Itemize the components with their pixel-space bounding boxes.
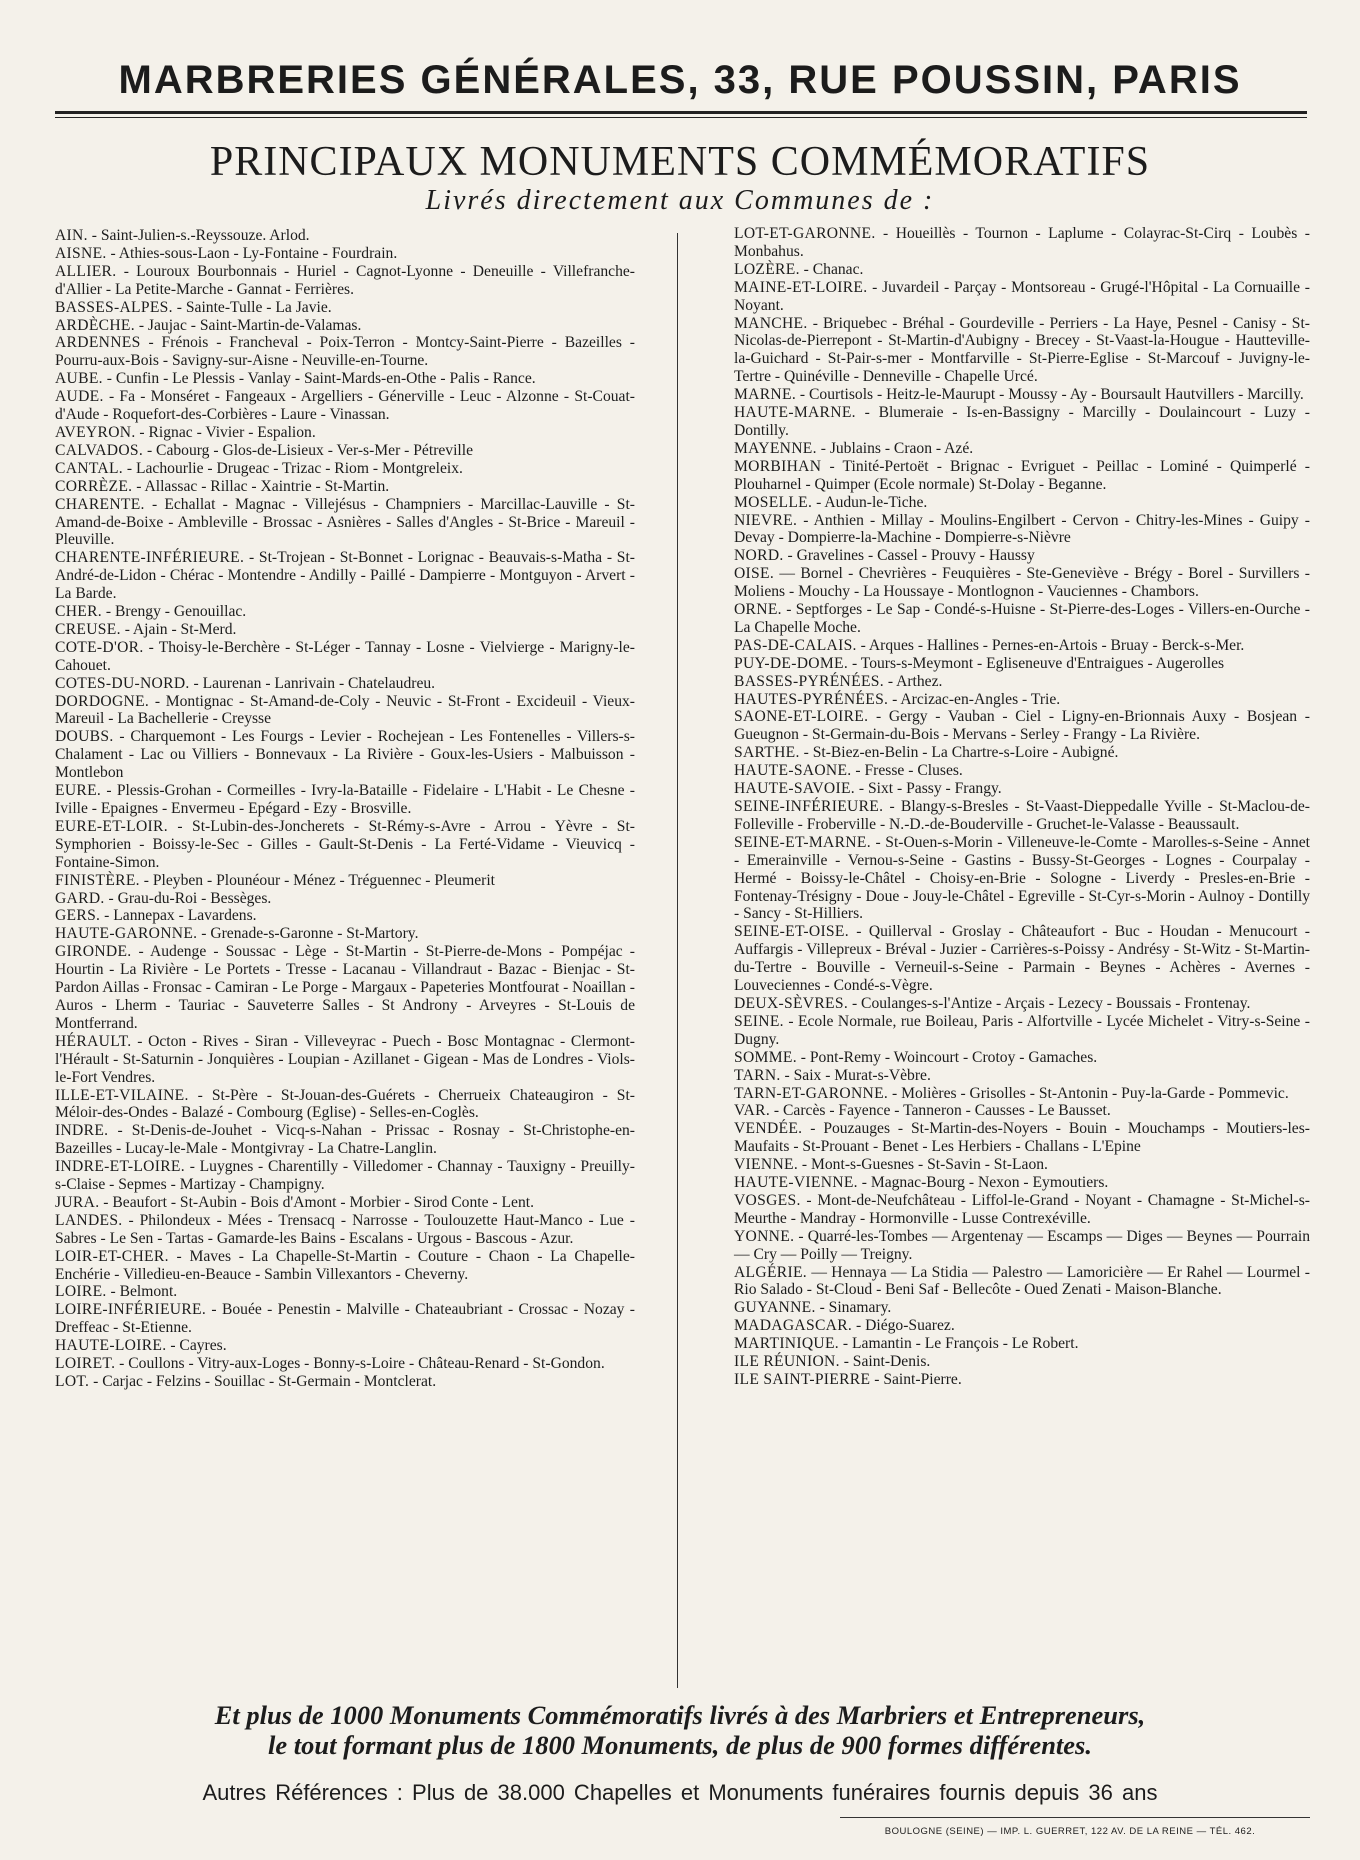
department-name: LOIR-ET-CHER. <box>55 1247 169 1265</box>
closing-line-1: Et plus de 1000 Monuments Commémoratifs livrés à des Marbriers et Entrepreneurs, <box>214 1700 1146 1730</box>
commune-entry <box>55 370 635 388</box>
commune-entry <box>734 386 1310 404</box>
commune-names: - Philondeux - Mées - Trensacq - Narrosse - Toulouzette Haut-Manco - Lue - Sabres - Le Sen - Tartas - Gamarde-les Bains - Escalans - Urgous - Bascous - Azur. <box>55 1211 635 1247</box>
commune-names: - Pouzauges - St-Martin-des-Noyers - Bouin - Mouchamps - Moutiers-les-Maufaits - St-Prouant - Benet - Les Herbiers - Challans - L'Epine <box>734 1120 1310 1156</box>
commune-names: - Septforges - Le Sap - Condé-s-Huisne - St-Pierre-des-Loges - Villers-en-Ourche - La Chapelle Moche. <box>734 601 1310 636</box>
commune-entry <box>734 494 1310 512</box>
department-name: COTES-DU-NORD. <box>55 674 190 692</box>
department-name: JURA. <box>55 1193 100 1211</box>
page-title: PRINCIPAUX MONUMENTS COMMÉMORATIFS <box>209 139 1151 185</box>
department-name: ILLE-ET-VILAINE. <box>55 1086 189 1104</box>
masthead-rule-thick <box>55 111 1307 114</box>
commune-entry <box>55 1212 635 1248</box>
commune-entry <box>734 1174 1310 1192</box>
department-name: INDRE. <box>55 1122 109 1140</box>
commune-entry <box>734 798 1310 834</box>
commune-entry <box>55 782 635 818</box>
commune-entry <box>55 496 635 550</box>
commune-entry <box>734 1067 1310 1085</box>
printer-rule <box>840 1817 1310 1818</box>
commune-names: - Carjac - Felzins - Souillac - St-Germain - Montclerat. <box>89 1373 437 1390</box>
commune-entry <box>734 995 1310 1013</box>
commune-names: - Maves - La Chapelle-St-Martin - Couture - Chaon - La Chapelle-Enchérie - Villedieu-en-Beauce - Sambin Villexantors - Cheverny. <box>55 1247 635 1283</box>
commune-entry <box>55 818 635 872</box>
commune-entry <box>734 261 1310 279</box>
commune-entry <box>734 708 1310 744</box>
commune-entry <box>734 1264 1310 1300</box>
commune-names: - Diégo-Suarez. <box>852 1317 955 1335</box>
department-name: CHARENTE. <box>55 495 145 513</box>
commune-names: - Bouée - Penestin - Malville - Chateaubriant - Crossac - Nozay - Dreffeac - St-Etienne. <box>55 1301 635 1337</box>
department-name: LOIRE-INFÉRIEURE. <box>55 1301 207 1319</box>
column-divider <box>677 233 678 1688</box>
masthead-rule-thin <box>55 117 1307 118</box>
department-name: MOSELLE. <box>734 493 813 511</box>
department-name: AIN. <box>55 227 88 244</box>
commune-names: - Lachourlie - Drugeac - Trizac - Riom - Montgreleix. <box>123 459 463 477</box>
commune-names: - Sixt - Passy - Frangy. <box>855 780 1002 798</box>
department-name: MANCHE. <box>734 314 808 332</box>
commune-names: - Audun-le-Tiche. <box>812 493 928 511</box>
commune-entry <box>55 943 635 1033</box>
department-name: SEINE-ET-MARNE. <box>734 833 871 851</box>
commune-names: - Quillerval - Groslay - Châteaufort - Buc - Houdan - Menucourt - Auffargis - Villepreux - Bréval - Juzier - Carrières-s-Poissy - Andrésy - St-Witz - St-Martin-du-Tertre - Bouville - Verneuil-s-Seine - Parmain - Beynes - Achères - Avernes - Louveciennes - Condé-s-Vègre. <box>734 923 1310 995</box>
department-name: ALGÉRIE. <box>734 1263 807 1281</box>
commune-names: - Houeillès - Tournon - Laplume - Colayrac-St-Cirq - Loubès - Monbahus. <box>734 225 1310 260</box>
commune-names: - Ajain - St-Merd. <box>120 620 237 638</box>
commune-names: - Juvardeil - Parçay - Montsoreau - Grugé-l'Hôpital - La Cornuaille - Noyant. <box>734 278 1310 314</box>
department-name: CHER. <box>55 603 102 621</box>
commune-entry <box>55 460 635 478</box>
commune-entry <box>55 1194 635 1212</box>
department-name: HAUTE-SAVOIE. <box>734 780 855 798</box>
commune-names: - Frénois - Francheval - Poix-Terron - Montcy-Saint-Pierre - Bazeilles - Pourru-aux-Bois - Savigny-sur-Aisne - Neuville-en-Tourne. <box>55 334 635 370</box>
commune-entry <box>55 925 635 943</box>
commune-names: - Louroux Bourbonnais - Huriel - Cagnot-Lyonne - Deneuille - Villefranche-d'Allier - La Petite-Marche - Gannat - Ferrières. <box>55 262 635 298</box>
commune-names: - Lamantin - Le François - Le Robert. <box>839 1335 1079 1353</box>
commune-names: - Magnac-Bourg - Nexon - Eymoutiers. <box>857 1174 1109 1192</box>
other-references: Autres Références : Plus de 38.000 Chapelles et Monuments funéraires fournis depuis 36 ans <box>202 1780 1158 1805</box>
commune-names: - Octon - Rives - Siran - Villeveyrac - Puech - Bosc Montagnac - Clermont-l'Hérault - St-Saturnin - Jonquières - Loupian - Azillanet - Gigean - Mas de Londres - Viols-le-Fort Vendres. <box>55 1032 635 1086</box>
department-name: CALVADOS. <box>55 441 144 459</box>
commune-names: - Arques - Hallines - Pernes-en-Artois - Bruay - Berck-s-Mer. <box>856 636 1245 654</box>
commune-entry <box>734 512 1310 548</box>
closing-statement <box>55 1700 1305 1760</box>
department-name: LOZÈRE. <box>734 260 800 278</box>
department-name: ORNE. <box>734 601 782 619</box>
commune-names: - Arthez. <box>883 672 943 690</box>
department-name: TARN-ET-GARONNE. <box>734 1084 889 1102</box>
commune-entry <box>55 317 635 335</box>
commune-entry <box>55 907 635 925</box>
commune-names: - Coulanges-s-l'Antize - Arçais - Lezecy - Boussais - Frontenay. <box>848 994 1251 1012</box>
commune-entry <box>734 1085 1310 1103</box>
commune-names: - Fresse - Cluses. <box>851 762 963 780</box>
commune-names: - Echallat - Magnac - Villejésus - Champniers - Marcillac-Lauville - St-Amand-de-Boixe - Ambleville - Brossac - Asnières - Salles d'Angles - St-Brice - Mareuil - Pleuville. <box>55 495 635 549</box>
commune-entry <box>55 549 635 603</box>
commune-names: - Jaujac - Saint-Martin-de-Valamas. <box>134 316 362 334</box>
commune-names: - Beaufort - St-Aubin - Bois d'Amont - Morbier - Sirod Conte - Lent. <box>99 1193 534 1211</box>
commune-entry <box>55 1301 635 1337</box>
commune-names: - Plessis-Grohan - Cormeilles - Ivry-la-Bataille - Fidelaire - L'Habit - Le Chesne - Iville - Epaignes - Envermeu - Epégard - Ezy - Brosville. <box>55 782 635 817</box>
department-name: CORRÈZE. <box>55 477 133 495</box>
commune-names: - Arcizac-en-Angles - Trie. <box>888 690 1061 708</box>
department-name: DORDOGNE. <box>55 692 150 710</box>
commune-names: - Fa - Monséret - Fangeaux - Argelliers - Génerville - Leuc - Alzonne - St-Couat-d'Aude - Roquefort-des-Corbières - Laure - Vinassan. <box>55 388 635 424</box>
commune-entry <box>55 263 635 299</box>
department-name: FINISTÈRE. <box>55 871 140 889</box>
department-name: BASSES-ALPES. <box>55 298 173 316</box>
commune-names: - St-Trojean - St-Bonnet - Lorignac - Beauvais-s-Matha - St-André-de-Lidon - Chérac - Montendre - Andilly - Paillé - Dampierre - Montguyon - Arvert - La Barde. <box>55 549 635 603</box>
commune-entry <box>734 565 1310 601</box>
commune-entry <box>734 1102 1310 1120</box>
commune-entry <box>734 440 1310 458</box>
closing-line-2: le tout formant plus de 1800 Monuments, de plus de 900 formes différentes. <box>268 1730 1092 1760</box>
department-name: ARDÈCHE. <box>55 316 135 334</box>
department-name: YONNE. <box>734 1227 795 1245</box>
commune-names: - Grenade-s-Garonne - St-Martory. <box>197 925 419 943</box>
commune-entry <box>55 675 635 693</box>
department-name: HAUTE-SAONE. <box>734 762 852 780</box>
commune-names: - Tinité-Pertoët - Brignac - Evriguet - Peillac - Lominé - Quimperlé - Plouharnel - Quimper (Ecole normale) St-Dolay - Beganne. <box>734 457 1310 493</box>
department-name: EURE. <box>55 782 102 800</box>
department-name: CHARENTE-INFÉRIEURE. <box>55 549 245 567</box>
department-name: HAUTES-PYRÉNÉES. <box>734 690 889 708</box>
commune-names: — Bornel - Chevrières - Feuquières - Ste-Geneviève - Brégy - Borel - Survillers - Moliens - Mouchy - La Houssaye - Montlognon - Vauciennes - Chambors. <box>734 565 1310 601</box>
commune-entry <box>734 834 1310 924</box>
commune-names: - Saix - Murat-s-Vèbre. <box>780 1066 931 1084</box>
commune-names: - Blangy-s-Bresles - St-Vaast-Dieppedalle Yville - St-Maclou-de-Folleville - Froberville - N.-D.-de-Bouderville - Gruchet-le-Valasse - Beaussault. <box>734 798 1310 833</box>
commune-names: - Thoisy-le-Berchère - St-Léger - Tannay - Losne - Vielvierge - Marigny-le-Cahouet. <box>55 638 635 674</box>
commune-names: - Lannepax - Lavardens. <box>100 907 257 925</box>
department-name: NORD. <box>734 547 784 565</box>
commune-entry <box>734 1192 1310 1228</box>
commune-names: - Cunfin - Le Plessis - Vanlay - Saint-Mards-en-Othe - Palis - Rance. <box>102 370 536 388</box>
department-name: MAINE-ET-LOIRE. <box>734 278 868 296</box>
department-name: NIEVRE. <box>734 511 798 529</box>
commune-names: - Athies-sous-Laon - Ly-Fontaine - Fourdrain. <box>106 244 398 262</box>
page-subtitle: Livrés directement aux Communes de : <box>425 185 935 216</box>
right-column-list <box>734 225 1310 1389</box>
department-name: DOUBS. <box>55 728 114 746</box>
commune-entry <box>734 655 1310 673</box>
department-name: GUYANNE. <box>734 1299 816 1317</box>
department-name: COTE-D'OR. <box>55 638 144 656</box>
commune-names: - Coullons - Vitry-aux-Loges - Bonny-s-Loire - Château-Renard - St-Gondon. <box>115 1355 605 1373</box>
department-name: LOIRE. <box>55 1283 107 1301</box>
commune-names: - Grau-du-Roi - Bessèges. <box>104 889 272 907</box>
department-name: MADAGASCAR. <box>734 1317 853 1335</box>
department-name: PUY-DE-DOME. <box>734 654 849 672</box>
commune-names: - St-Père - St-Jouan-des-Guérets - Cherrueix Chateaugiron - St-Méloir-des-Ondes - Balazé - Combourg (Eglise) - Selles-en-Coglès. <box>55 1086 635 1122</box>
commune-entry <box>55 245 635 263</box>
commune-names: - Cayres. <box>166 1337 227 1355</box>
commune-names: - Rignac - Vivier - Espalion. <box>135 423 316 441</box>
department-name: LOT. <box>55 1373 90 1390</box>
department-name: SEINE-INFÉRIEURE. <box>734 798 884 815</box>
commune-names: - Montignac - St-Amand-de-Coly - Neuvic - St-Front - Excideuil - Vieux-Mareuil - La Bachellerie - Creysse <box>55 692 635 728</box>
commune-names: - Cabourg - Glos-de-Lisieux - Ver-s-Mer - Pétreville <box>143 441 474 459</box>
commune-names: - Sainte-Tulle - La Javie. <box>172 298 332 316</box>
commune-names: - Allassac - Rillac - Xaintrie - St-Martin. <box>132 477 390 495</box>
department-name: MARNE. <box>734 386 797 404</box>
department-name: HAUTE-LOIRE. <box>55 1337 167 1355</box>
commune-names: - St-Denis-de-Jouhet - Vicq-s-Nahan - Prissac - Rosnay - St-Christophe-en-Bazeilles - Lucay-le-Male - Montgivray - La Chatre-Langlin. <box>55 1122 635 1158</box>
commune-names: - Molières - Grisolles - St-Antonin - Puy-la-Garde - Pommevic. <box>888 1084 1289 1102</box>
commune-entry <box>55 872 635 890</box>
commune-entry <box>55 1033 635 1087</box>
commune-entry <box>734 762 1310 780</box>
department-name: CANTAL. <box>55 459 123 477</box>
department-name: INDRE-ET-LOIRE. <box>55 1158 185 1176</box>
commune-entry <box>734 1013 1310 1049</box>
commune-entry <box>734 637 1310 655</box>
department-name: HAUTE-VIENNE. <box>734 1174 858 1192</box>
department-name: PAS-DE-CALAIS. <box>734 636 857 654</box>
commune-entry <box>55 890 635 908</box>
department-name: ARDENNES <box>55 334 141 352</box>
commune-names: - Sinamary. <box>815 1299 892 1317</box>
commune-entry <box>55 1283 635 1301</box>
printer-imprint: BOULOGNE (SEINE) — IMP. L. GUERRET, 122 AV. DE LA REINE — TÉL. 462. <box>884 1826 1256 1837</box>
department-name: BASSES-PYRÉNÉES. <box>734 672 884 690</box>
commune-entry <box>734 1228 1310 1264</box>
department-name: AUDE. <box>55 388 104 406</box>
department-name: GERS. <box>55 907 101 925</box>
commune-entry <box>55 478 635 496</box>
department-name: AISNE. <box>55 244 107 262</box>
commune-entry <box>734 1353 1310 1371</box>
department-name: SAONE-ET-LOIRE. <box>734 708 869 726</box>
department-name: VENDÉE. <box>734 1120 803 1138</box>
commune-names: - Laurenan - Lanrivain - Chatelaudreu. <box>189 674 436 692</box>
department-name: ILE RÉUNION. <box>734 1353 840 1371</box>
department-name: LOIRET. <box>55 1355 116 1373</box>
commune-names: - Luygnes - Charentilly - Villedomer - Channay - Tauxigny - Preuilly-s-Claise - Sepmes - Martizay - Champigny. <box>55 1158 635 1194</box>
commune-entry <box>734 315 1310 387</box>
department-name: ILE SAINT-PIERRE <box>734 1371 871 1388</box>
commune-entry <box>734 673 1310 691</box>
commune-entry <box>55 388 635 424</box>
masthead: MARBRERIES GÉNÉRALES, 33, RUE POUSSIN, PARIS <box>118 58 1242 102</box>
commune-entry <box>55 621 635 639</box>
commune-names: - St-Ouen-s-Morin - Villeneuve-le-Comte - Marolles-s-Seine - Annet - Emerainville - Vernou-s-Seine - Gastins - Bussy-St-Georges - Lognes - Courpalay - Hermé - Boissy-le-Châtel - Choisy-en-Brie - Sologne - Liverdy - Presles-en-Brie - Fontenay-Trésigny - Doue - Jouy-le-Châtel - Egreville - St-Cyr-s-Morin - Aulnoy - Dontilly - Sancy - St-Hilliers. <box>734 833 1310 923</box>
department-name: EURE-ET-LOIR. <box>55 817 168 835</box>
commune-entry <box>734 458 1310 494</box>
department-name: SOMME. <box>734 1048 797 1066</box>
commune-names: - Courtisols - Heitz-le-Maurupt - Moussy - Ay - Boursault Hautvillers - Marcilly. <box>796 386 1304 404</box>
department-name: VIENNE. <box>734 1156 799 1174</box>
department-name: MAYENNE. <box>734 439 817 457</box>
commune-names: - Saint-Denis. <box>839 1353 931 1371</box>
commune-entry <box>55 1355 635 1373</box>
commune-names: - Anthien - Millay - Moulins-Engilbert - Cervon - Chitry-les-Mines - Guipy - Devay - Dompierre-la-Machine - Dompierre-s-Nièvre <box>734 511 1310 547</box>
commune-names: - Charquemont - Les Fourgs - Levier - Rochejean - Les Fontenelles - Villers-s-Chalament - Lac ou Villiers - Bonnevaux - La Rivière - Goux-les-Usiers - Malbuisson - Montlebon <box>55 728 635 782</box>
commune-entry <box>734 1049 1310 1067</box>
department-name: TARN. <box>734 1066 781 1084</box>
department-name: ALLIER. <box>55 262 117 280</box>
commune-names: - Tours-s-Meymont - Egliseneuve d'Entraigues - Augerolles <box>848 654 1225 672</box>
department-name: HAUTE-MARNE. <box>734 404 856 422</box>
left-column-list <box>55 227 635 1391</box>
commune-entry <box>55 603 635 621</box>
department-name: LANDES. <box>55 1211 123 1229</box>
commune-entry <box>734 1335 1310 1353</box>
commune-entry <box>734 1317 1310 1335</box>
commune-entry <box>55 334 635 370</box>
department-name: SEINE-ET-OISE. <box>734 923 849 941</box>
department-name: GARD. <box>55 889 105 907</box>
department-name: SEINE. <box>734 1012 784 1030</box>
department-name: DEUX-SÈVRES. <box>734 994 849 1012</box>
department-name: MARTINIQUE. <box>734 1335 840 1353</box>
commune-entry <box>734 225 1310 261</box>
department-name: VAR. <box>734 1102 771 1120</box>
commune-entry <box>734 780 1310 798</box>
department-name: AUBE. <box>55 370 103 388</box>
department-name: MORBIHAN <box>734 457 822 475</box>
department-name: CREUSE. <box>55 620 121 638</box>
commune-names: - Gravelines - Cassel - Prouvy - Haussy <box>783 547 1035 565</box>
commune-names: - Ecole Normale, rue Boileau, Paris - Alfortville - Lycée Michelet - Vitry-s-Seine - Dugny. <box>734 1012 1310 1048</box>
commune-entry <box>55 1248 635 1284</box>
commune-entry <box>55 299 635 317</box>
commune-entry <box>734 1120 1310 1156</box>
commune-names: - Audenge - Soussac - Lège - St-Martin - St-Pierre-de-Mons - Pompéjac - Hourtin - La Rivière - Le Portets - Tresse - Lacanau - Villandraut - Bazac - Bienjac - St-Pardon Aillas - Fronsac - Camiran - Le Porge - Margaux - Papeteries Montfourat - Noaillan - Auros - Lherm - Tauriac - Sauveterre Salles - St Androny - Arveyres - St-Louis de Montferrand. <box>55 943 635 1032</box>
department-name: VOSGES. <box>734 1191 801 1209</box>
commune-entry <box>55 227 635 245</box>
commune-entry <box>734 601 1310 637</box>
commune-names: - Brengy - Genouillac. <box>102 603 247 621</box>
commune-entry <box>734 404 1310 440</box>
commune-entry <box>55 424 635 442</box>
commune-names: - St-Biez-en-Belin - La Chartre-s-Loire - Aubigné. <box>799 744 1119 762</box>
commune-entry <box>734 1156 1310 1174</box>
commune-entry <box>734 691 1310 709</box>
commune-entry <box>734 279 1310 315</box>
department-name: LOT-ET-GARONNE. <box>734 225 876 242</box>
department-name: GIRONDE. <box>55 943 132 961</box>
department-name: HÉRAULT. <box>55 1032 132 1050</box>
commune-entry <box>55 639 635 675</box>
commune-names: - Gergy - Vauban - Ciel - Ligny-en-Brionnais Auxy - Bosjean - Gueugnon - St-Germain-du-Bois - Mervans - Serley - Frangy - La Rivière. <box>734 708 1310 744</box>
commune-names: - Carcès - Fayence - Tanneron - Causses - Le Bausset. <box>770 1102 1111 1120</box>
commune-names: - Briquebec - Bréhal - Gourdeville - Perriers - La Haye, Pesnel - Canisy - St-Nicolas-de-Pierrepont - St-Martin-d'Aubigny - Brecey - St-Vaast-la-Hougue - Hautteville-la-Guichard - St-Pair-s-mer - Montfarville - St-Pierre-Eglise - St-Marcouf - Juvigny-le-Tertre - Quinéville - Denneville - Chapelle Urcé. <box>734 314 1310 386</box>
commune-names: - Pleyben - Plounéour - Ménez - Tréguennec - Pleumerit <box>139 871 495 889</box>
commune-names: - Quarré-les-Tombes — Argentenay — Escamps — Diges — Beynes — Pourrain — Cry — Poilly — Treigny. <box>734 1227 1310 1263</box>
commune-names: - Saint-Pierre. <box>870 1371 962 1388</box>
commune-names: - Pont-Remy - Woincourt - Crotoy - Gamaches. <box>796 1048 1098 1066</box>
commune-entry <box>55 442 635 460</box>
commune-entry <box>55 728 635 782</box>
commune-entry <box>55 693 635 729</box>
commune-entry <box>55 1337 635 1355</box>
commune-names: - Mont-de-Neufchâteau - Liffol-le-Grand - Noyant - Chamagne - St-Michel-s-Meurthe - Mandray - Hormonville - Lusse Contrexéville. <box>734 1191 1310 1227</box>
commune-names: - Chanac. <box>799 260 864 278</box>
commune-names: - St-Lubin-des-Joncherets - St-Rémy-s-Avre - Arrou - Yèvre - St-Symphorien - Boissy-le-Sec - Gilles - Gault-St-Denis - La Ferté-Vidame - Vieuvicq - Fontaine-Simon. <box>55 817 635 871</box>
department-name: SARTHE. <box>734 744 800 762</box>
commune-entry <box>734 923 1310 995</box>
commune-entry <box>55 1087 635 1123</box>
commune-names: - Blumeraie - Is-en-Bassigny - Marcilly - Doulaincourt - Luzy - Dontilly. <box>734 404 1310 439</box>
commune-entry <box>55 1158 635 1194</box>
commune-entry <box>55 1373 635 1391</box>
commune-names: - Belmont. <box>106 1283 178 1301</box>
commune-entry <box>734 1371 1310 1389</box>
commune-entry <box>734 744 1310 762</box>
department-name: HAUTE-GARONNE. <box>55 925 198 943</box>
commune-names: — Hennaya — La Stidia — Palestro — Lamoricière — Er Rahel — Lourmel - Rio Salado - St-Cloud - Beni Saf - Bellecôte - Oued Zenati - Maison-Blanche. <box>734 1263 1310 1299</box>
department-name: OISE. <box>734 565 775 583</box>
commune-names: - Jublains - Craon - Azé. <box>816 439 974 457</box>
commune-entry <box>734 547 1310 565</box>
commune-entry <box>734 1299 1310 1317</box>
commune-names: - Saint-Julien-s.-Reyssouze. Arlod. <box>87 227 310 244</box>
department-name: AVEYRON. <box>55 423 136 441</box>
commune-names: - Mont-s-Guesnes - St-Savin - St-Laon. <box>798 1156 1048 1174</box>
commune-entry <box>55 1122 635 1158</box>
